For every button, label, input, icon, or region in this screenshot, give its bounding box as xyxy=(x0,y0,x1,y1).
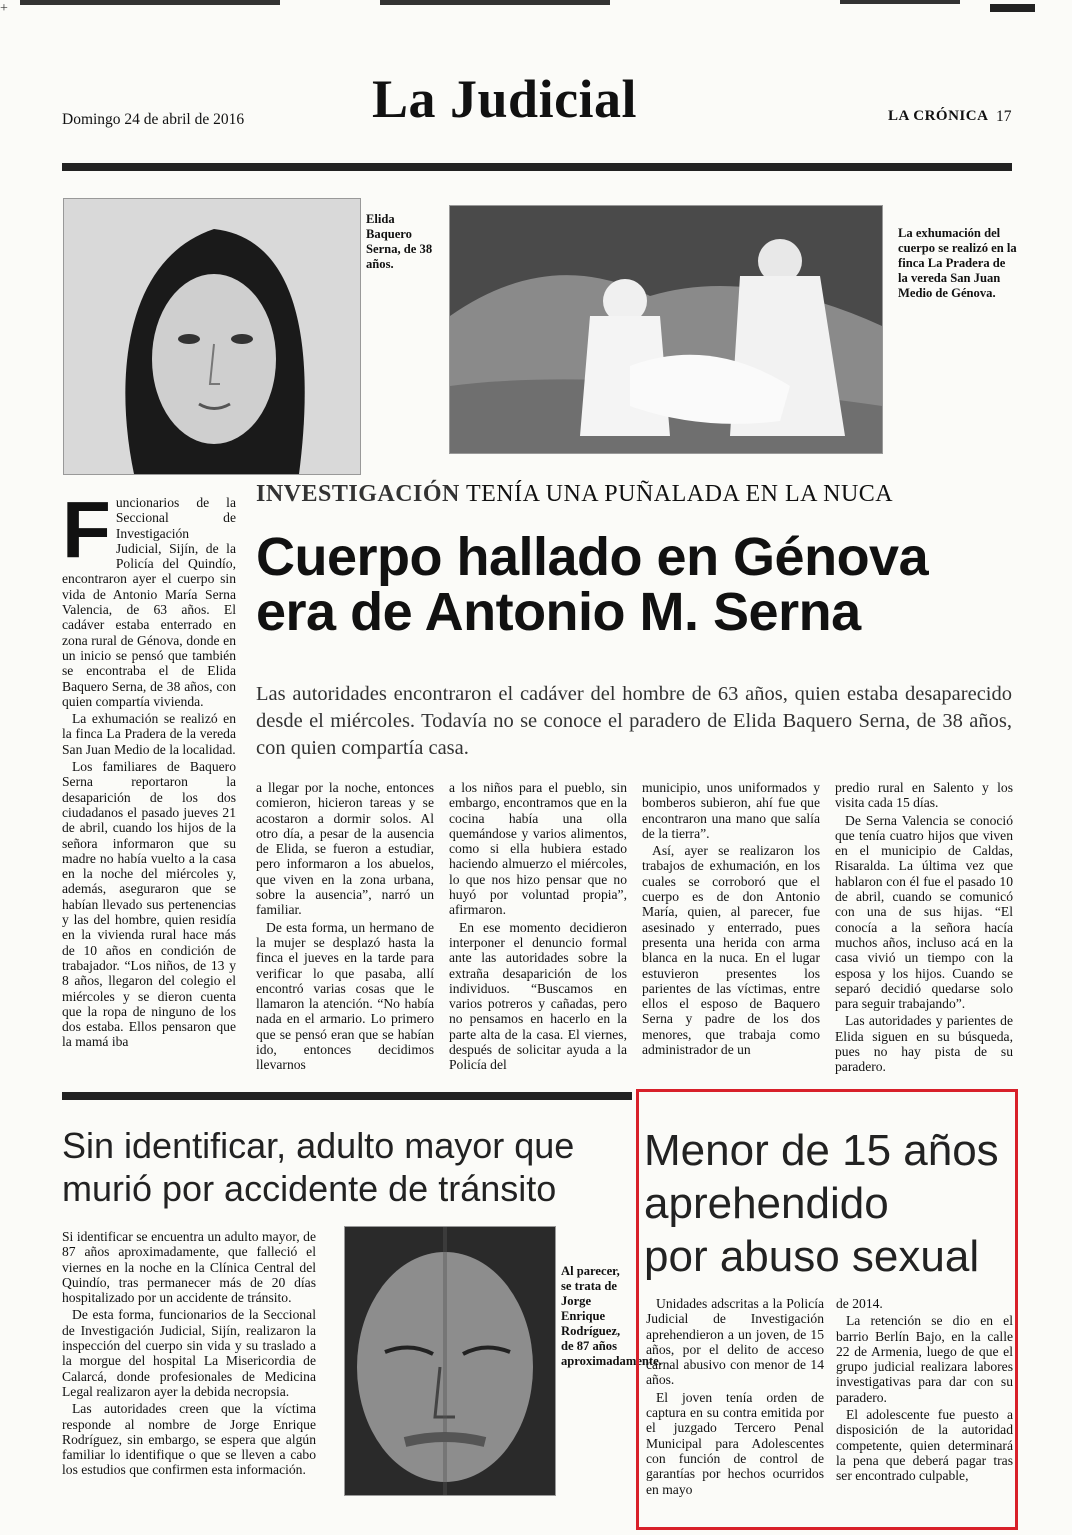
column-3-paragraph-2: En ese momento decidieron interponer el denuncio formal ante las autoridades sobre la extraña desaparición de los individuos. “Buscamos en varios potreros y cañadas, pero no pensamos en hacerlo en la parte alta de la casa. El viernes, después de solicitar ayuda a la Policía del xyxy=(449,919,627,1073)
top-story-column-1 xyxy=(62,485,236,1052)
story-3-column-1 xyxy=(646,1296,824,1499)
column-2-paragraph-2: De esta forma, un hermano de la mujer se desplazó hasta la finca el jueves en la tarde para verificar lo que pasaba, allí encontró varias cosas que le llamaron la atención. “No había nada en el armario. Lo primero que se pensó eran que se habían ido, entonces decidimos llevarnos xyxy=(256,919,434,1073)
exhumation-caption: La exhumación del cuerpo se realizó en la finca La Pradera de la vereda San Juan Medio de Génova. xyxy=(898,226,1017,300)
story-2-headline-line-2: murió por accidente de tránsito xyxy=(62,1168,557,1209)
story-2-body xyxy=(62,1229,316,1480)
section-title: La Judicial xyxy=(372,69,638,129)
story-3-paragraph-3: de 2014. xyxy=(836,1296,883,1311)
deck: Las autoridades encontraron el cadáver del hombre de 63 años, quien estaba desaparecido desde el miércoles. Todavía no se conoce el paradero de Elida Baquero Serna, de 38 años, con quien compartía casa. xyxy=(256,683,1012,759)
column-2-paragraph-1: a llegar por la noche, entonces comieron, hicieron tareas y se acostaron a dormir solos. Al otro día, a pesar de la ausencia de Elida, se fueron a estudiar, pero informaron a los abuelos, que viven en la zona urbana, sobre la ausencia”, narró un familiar. xyxy=(256,780,434,918)
top-story-columns xyxy=(256,780,1013,1077)
header-rule xyxy=(62,163,1012,171)
main-headline xyxy=(256,527,929,642)
story-3-column-2 xyxy=(836,1296,1013,1486)
scan-edge-artifact xyxy=(0,0,1072,14)
story-3-paragraph-4: La retención se dio en el barrio Berlín Bajo, en la calle 22 de Armenia, luego de que el grupo judicial realizara labores investigativas para dar con su paradero. xyxy=(836,1313,1013,1405)
story-2-paragraph-2: De esta forma, funcionarios de la Seccional de Investigación Judicial, Sijín, realizaron la inspección del cuerpo sin vida y su traslado a la morgue del hospital La Misericordia de Calarcá, donde profesionales de Medicina Legal realizaron ayer la debida necropsia. xyxy=(62,1307,316,1399)
story-2-headline-line-1: Sin identificar, adulto mayor que xyxy=(62,1125,575,1166)
page-number: 17 xyxy=(996,108,1012,125)
story-3-headline-line-1: Menor de 15 años xyxy=(644,1126,999,1175)
main-headline-line-1: Cuerpo hallado en Génova xyxy=(256,527,929,587)
column-1-paragraph-1: uncionarios de la Seccional de Investigación Judicial, Sijín, de la Policía del Quindío, encontraron ayer el cuerpo sin vida de Antonio María Serna Valencia, de 63 años. El cadáver estaba enterrado en zona rural de Génova, donde en un inicio se pensó que también se encontraba el de Elida Baquero Serna, de 38 años, con quien compartía vivienda. xyxy=(62,495,236,709)
story-2-paragraph-3: Las autoridades creen que la víctima responde al nombre de Jorge Enrique Rodríguez, sin embargo, se espera que algún familiar lo identifique o que se lleven a cabo los estudios que confirmen esta información. xyxy=(62,1401,316,1478)
top-story-column-2 xyxy=(256,780,434,1077)
dropcap: F xyxy=(62,485,111,574)
top-story-column-4 xyxy=(642,780,820,1077)
column-5-paragraph-2: De Serna Valencia se conoció que tenía cuatro hijos que viven en el municipio de Caldas, Risaralda. La última vez que hablaron con él fue el pasado 10 de abril, cuando se comunicó con una de sus hijas. “El conocía a la señora hacía muchos años, incluso acá en la casa vivió un tiempo con la esposa y los hijos. Cuando se separó decidió quedarse solo para seguir trabajando”. xyxy=(835,812,1013,1012)
main-headline-line-2: era de Antonio M. Serna xyxy=(256,582,861,642)
column-4-paragraph-2: Así, ayer se realizaron los trabajos de exhumación, en los cuales se corroboró que el cuerpo es de don Antonio María, quien, al parecer, fue asesinado y enterrado, pues presenta una herida con arma blanca en la nuca. En el lugar estuvieron presentes los parientes de las víctimas, entre ellos el esposo de Baquero Serna y padre de los dos menores, que trabaja como administrador de un xyxy=(642,843,820,1058)
victim-photo-caption: Al parecer, se trata de Jorge Enrique Rodríguez, de 87 años aproximadamente. xyxy=(561,1264,662,1368)
story-2-paragraph-1: Si identificar se encuentra un adulto mayor, de 87 años aproximadamente, que falleció el viernes en la noche en la Clínica Central del Quindío, tras permanecer más de 20 días hospitalizado por un accidente de tránsito. xyxy=(62,1229,316,1306)
column-5-paragraph-3: Las autoridades y parientes de Elida siguen en su búsqueda, pues no hay pista de su paradero. xyxy=(835,1013,1013,1075)
exhumation-photo xyxy=(449,205,883,454)
column-5-paragraph-1: predio rural en Salento y los visita cada 15 días. xyxy=(835,780,1013,811)
portrait-caption: Elida Baquero Serna, de 38 años. xyxy=(366,212,433,271)
svg-text:+: + xyxy=(0,1,8,14)
top-story-column-3 xyxy=(449,780,627,1077)
column-1-paragraph-3: Los familiares de Baquero Serna reportaron la desaparición de los dos ciudadanos el pasado jueves 21 de abril, cuando los hijos de la señora informaron que su madre no había vuelto a la casa en la noche del miércoles y, además, aseguraron que se habían llevado sus pertenencias y las del hombre, quien residía en la vivienda rural hace más de 10 años en condición de trabajador. “Los niños, de 13 y 8 años, llegaron del colegio el miércoles y se dieron cuenta que la ropa de ninguno de los dos estaba. Ellos pensaron que la mamá iba xyxy=(62,759,236,1050)
issue-date: Domingo 24 de abril de 2016 xyxy=(62,111,245,128)
story-2-headline xyxy=(62,1124,574,1210)
victim-photo xyxy=(344,1226,556,1496)
story-3-paragraph-2: El joven tenía orden de captura en su contra emitida por el juzgado Tercero Penal Municipal para Adolescentes con función de control de garantías por hechos ocurridos en mayo xyxy=(646,1389,824,1497)
story-3-headline-line-2: aprehendido xyxy=(644,1179,889,1228)
section-divider xyxy=(62,1092,632,1100)
story-3-paragraph-1: Unidades adscritas a la Policía Judicial de Investigación aprehendieron a un joven, de 15 años, por el delito de acceso carnal abusivo con menor de 14 años. xyxy=(646,1296,824,1388)
story-3-headline-line-3: por abuso sexual xyxy=(644,1232,980,1281)
kicker-label: INVESTIGACIÓN xyxy=(256,481,460,507)
portrait-photo xyxy=(63,198,361,475)
story-3-headline xyxy=(644,1124,999,1283)
newspaper-name: LA CRÓNICA xyxy=(888,108,989,124)
kicker-text: TENÍA UNA PUÑALADA EN LA NUCA xyxy=(465,481,894,507)
column-1-paragraph-2: La exhumación se realizó en la finca La Pradera de la vereda San Juan Medio de la localidad. xyxy=(62,711,236,757)
story-3-paragraph-5: El adolescente fue puesto a disposición de la autoridad competente, quien determinará la pena que deberá pagar tras ser encontrado culpable, xyxy=(836,1407,1013,1484)
column-3-paragraph-1: a los niños para el pueblo, sin embargo, encontramos que en la cocina había una olla quemándose y varios alimentos, como si ella hubiera estado haciendo almuerzo el miércoles, lo que nos hizo pensar que no huyó por voluntad propia”, afirmaron. xyxy=(449,780,627,918)
top-story-column-5 xyxy=(835,780,1013,1077)
column-4-paragraph-1: municipio, unos uniformados y bomberos subieron, ahí fue que encontraron una mano que salía de la tierra”. xyxy=(642,780,820,841)
kicker xyxy=(256,481,893,508)
